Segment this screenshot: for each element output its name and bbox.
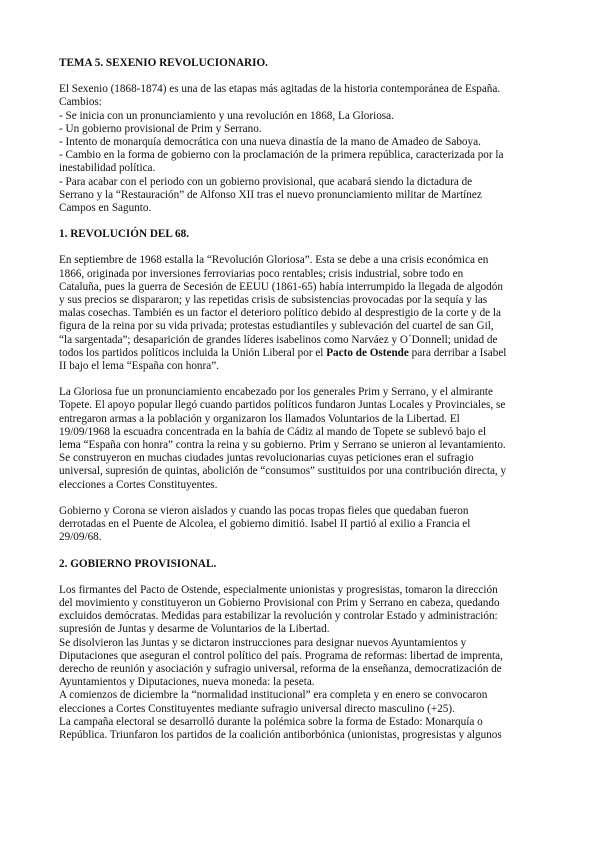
text-line: Se disolvieron las Juntas y se dictaron instrucciones para designar nuevos Ayuntamientos y [59, 636, 467, 649]
intro-line: El Sexenio (1868-1874) es una de las etapas más agitadas de la historia contemporánea de España. [59, 83, 501, 96]
section-heading: 1. REVOLUCIÓN DEL 68. [59, 228, 190, 241]
text-line: malas cosechas. También es un factor el deterioro político debido al desprestigio de la corte y de la [59, 307, 502, 320]
text-run: todos los partidos políticos incluida la Unión Liberal por el [59, 346, 327, 359]
paragraph [59, 254, 549, 373]
text-line: Gobierno y Corona se vieron aislados y cuando las pocas tropas fieles que quedaban fueron [59, 504, 469, 517]
text-line: A comienzos de diciembre la “normalidad institucional” era completa y en enero se convocaron [59, 689, 488, 702]
intro-line: - Para acabar con el periodo con un gobierno provisional, que acabará siendo la dictadura de [59, 175, 473, 188]
intro-line: - Se inicia con un pronunciamiento y una revolución en 1868, La Gloriosa. [59, 109, 394, 122]
text-line: elecciones a Cortes Constituyentes. [59, 478, 218, 491]
intro-line: Campos en Sagunto. [59, 202, 152, 215]
text-line: excluidos demócratas. Medidas para estabilizar la revolución y controlar Estado y administración: [59, 610, 498, 623]
text-line: figura de la reina por su vida privada; protestas estudiantiles y sublevación del cuartel de san Gil, [59, 320, 494, 333]
intro-paragraph [59, 83, 549, 215]
text-line: II bajo el lema “España con honra”. [59, 360, 219, 373]
intro-line: - Cambio en la forma de gobierno con la proclamación de la primera república, caracterizada por la [59, 149, 504, 162]
intro-line: Serrano y la “Restauración” de Alfonso XII tras el nuevo pronunciamiento militar de Martínez [59, 188, 482, 201]
paragraph [59, 505, 549, 545]
text-line: La Gloriosa fue un pronunciamiento encabezado por los generales Prim y Serrano, y el almirante [59, 386, 493, 399]
bold-term: Pacto de Ostende [326, 346, 409, 359]
text-line: En septiembre de 1968 estalla la “Revolución Gloriosa”. Esta se debe a una crisis económica en [59, 254, 489, 267]
text-line: 29/09/68. [59, 531, 102, 544]
text-line: “la sargentada”; desaparición de grandes líderes isabelinos como Narváez y O´Donnell; unidad de [59, 333, 498, 346]
text-line: elecciones a Cortes Constituyentes mediante sufragio universal directo masculino (+25). [59, 702, 455, 715]
paragraph [59, 584, 549, 742]
text-line [59, 347, 549, 360]
text-line: Ayuntamientos y Diputaciones, nueva moneda: la peseta. [59, 676, 315, 689]
text-line: Topete. El apoyo popular llegó cuando partidos políticos fundaron Juntas Locales y Provinciales, se [59, 399, 506, 412]
intro-line: - Un gobierno provisional de Prim y Serrano. [59, 122, 262, 135]
text-line: entregaron armas a la población y organizaron los llamados Voluntarios de la Libertad. El [59, 412, 460, 425]
intro-line: - Intento de monarquía democrática con una nueva dinastía de la mano de Amadeo de Saboya. [59, 136, 481, 149]
text-line: 19/09/1968 la escuadra concentrada en la bahía de Cádiz al mando de Topete se sublevó bajo el [59, 425, 487, 438]
section-heading: 2. GOBIERNO PROVISIONAL. [59, 557, 217, 570]
text-line: supresión de Juntas y desarme de Voluntarios de la Libertad. [59, 623, 330, 636]
text-line: República. Triunfaron los partidos de la coalición antiborbónica (unionistas, progresistas y algunos [59, 728, 502, 741]
text-run: para derribar a Isabel [408, 346, 507, 359]
text-line: del movimiento y constituyeron un Gobierno Provisional con Prim y Serrano en cabeza, quedando [59, 596, 500, 609]
text-line: derrotadas en el Puente de Alcolea, el gobierno dimitió. Isabel II partió al exilio a Francia el [59, 518, 471, 531]
text-line: 1866, originada por inversiones ferroviarias poco rentables; crisis industrial, sobre todo en [59, 267, 464, 280]
document-title: TEMA 5. SEXENIO REVOLUCIONARIO. [59, 57, 268, 69]
intro-line: inestabilidad política. [59, 162, 156, 175]
text-line: lema “España con honra” contra la reina y su gobierno. Prim y Serrano se unieron al levantamiento. [59, 439, 506, 452]
paragraph [59, 386, 549, 492]
text-line: Cataluña, pues la guerra de Secesión de EEUU (1861-65) había interrumpido la llegada de algodón [59, 280, 503, 293]
intro-line: Cambios: [59, 96, 102, 109]
text-line: y sus precios se dispararon; y las repetidas crisis de subsistencias provocadas por la sequía y las [59, 294, 488, 307]
text-line: derecho de reunión y asociación y sufragio universal, reforma de la enseñanza, democratización de [59, 662, 502, 675]
text-line: Diputaciones que aseguran el control político del país. Programa de reformas: libertad de imprenta, [59, 649, 503, 662]
text-line: Los firmantes del Pacto de Ostende, especialmente unionistas y progresistas, tomaron la dirección [59, 583, 498, 596]
text-line: universal, supresión de quintas, abolición de “consumos” sustituidos por una contribución directa, y [59, 465, 507, 478]
document-body [59, 57, 549, 742]
text-line: La campaña electoral se desarrolló durante la polémica sobre la forma de Estado: Monarquía o [59, 715, 483, 728]
text-line: Se construyeron en muchas ciudades juntas revolucionarias cuyas peticiones eran el sufragio [59, 452, 474, 465]
